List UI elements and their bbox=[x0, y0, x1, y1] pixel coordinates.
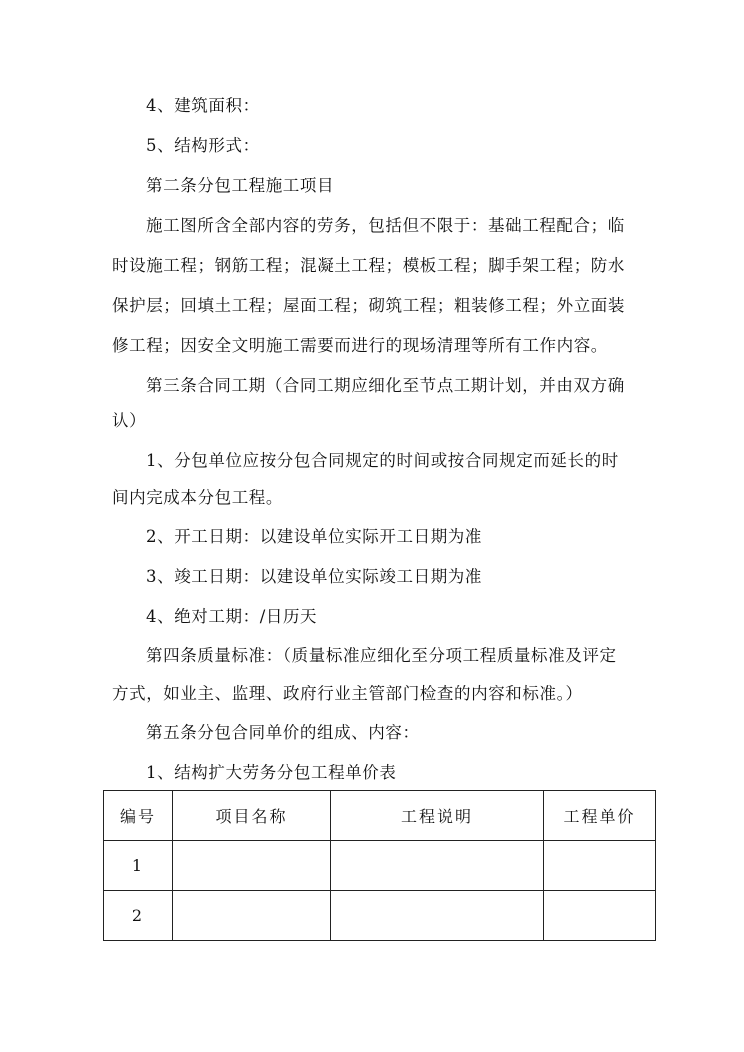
text-line: 认） bbox=[112, 411, 147, 430]
text-line: 保护层；回填土工程；屋面工程；砌筑工程；粗装修工程；外立面装 bbox=[112, 296, 625, 315]
cell-item-name bbox=[173, 841, 331, 891]
table-row bbox=[104, 841, 656, 891]
text-line: 间内完成本分包工程。 bbox=[112, 488, 283, 507]
header-description: 工程说明 bbox=[331, 791, 544, 841]
cell-unit-price bbox=[544, 841, 656, 891]
cell-description bbox=[331, 891, 544, 941]
header-item-name: 项目名称 bbox=[173, 791, 331, 841]
text-line: 4、建筑面积： bbox=[146, 96, 260, 115]
text-line: 3、竣工日期：以建设单位实际竣工日期为准 bbox=[146, 567, 482, 586]
text-line: 1、分包单位应按分包合同规定的时间或按合同规定而延长的时 bbox=[146, 451, 619, 470]
cell-item-name bbox=[173, 891, 331, 941]
text-line: 第三条合同工期（合同工期应细化至节点工期计划，并由双方确 bbox=[146, 376, 625, 395]
cell-unit-price bbox=[544, 891, 656, 941]
unit-price-table bbox=[103, 790, 656, 941]
text-line: 时设施工程；钢筋工程；混凝土工程；模板工程；脚手架工程；防水 bbox=[112, 256, 625, 275]
text-line: 方式，如业主、监理、政府行业主管部门检查的内容和标准。） bbox=[112, 684, 583, 703]
cell-number: 2 bbox=[104, 891, 173, 941]
text-line: 1、结构扩大劳务分包工程单价表 bbox=[146, 763, 397, 782]
table-row bbox=[104, 891, 656, 941]
text-line: 2、开工日期：以建设单位实际开工日期为准 bbox=[146, 527, 482, 546]
text-line: 第二条分包工程施工项目 bbox=[146, 176, 335, 195]
text-line: 第五条分包合同单价的组成、内容： bbox=[146, 723, 420, 742]
text-line: 第四条质量标准：（质量标准应细化至分项工程质量标准及评定 bbox=[146, 646, 617, 665]
table-header-row bbox=[104, 791, 656, 841]
text-line: 4、绝对工期：/日历天 bbox=[146, 607, 318, 626]
cell-number: 1 bbox=[104, 841, 173, 891]
text-line: 施工图所含全部内容的劳务，包括但不限于：基础工程配合；临 bbox=[146, 216, 625, 235]
header-unit-price: 工程单价 bbox=[544, 791, 656, 841]
text-line: 5、结构形式： bbox=[146, 136, 260, 155]
header-number: 编号 bbox=[104, 791, 173, 841]
text-line: 修工程；因安全文明施工需要而进行的现场清理等所有工作内容。 bbox=[112, 336, 608, 355]
cell-description bbox=[331, 841, 544, 891]
